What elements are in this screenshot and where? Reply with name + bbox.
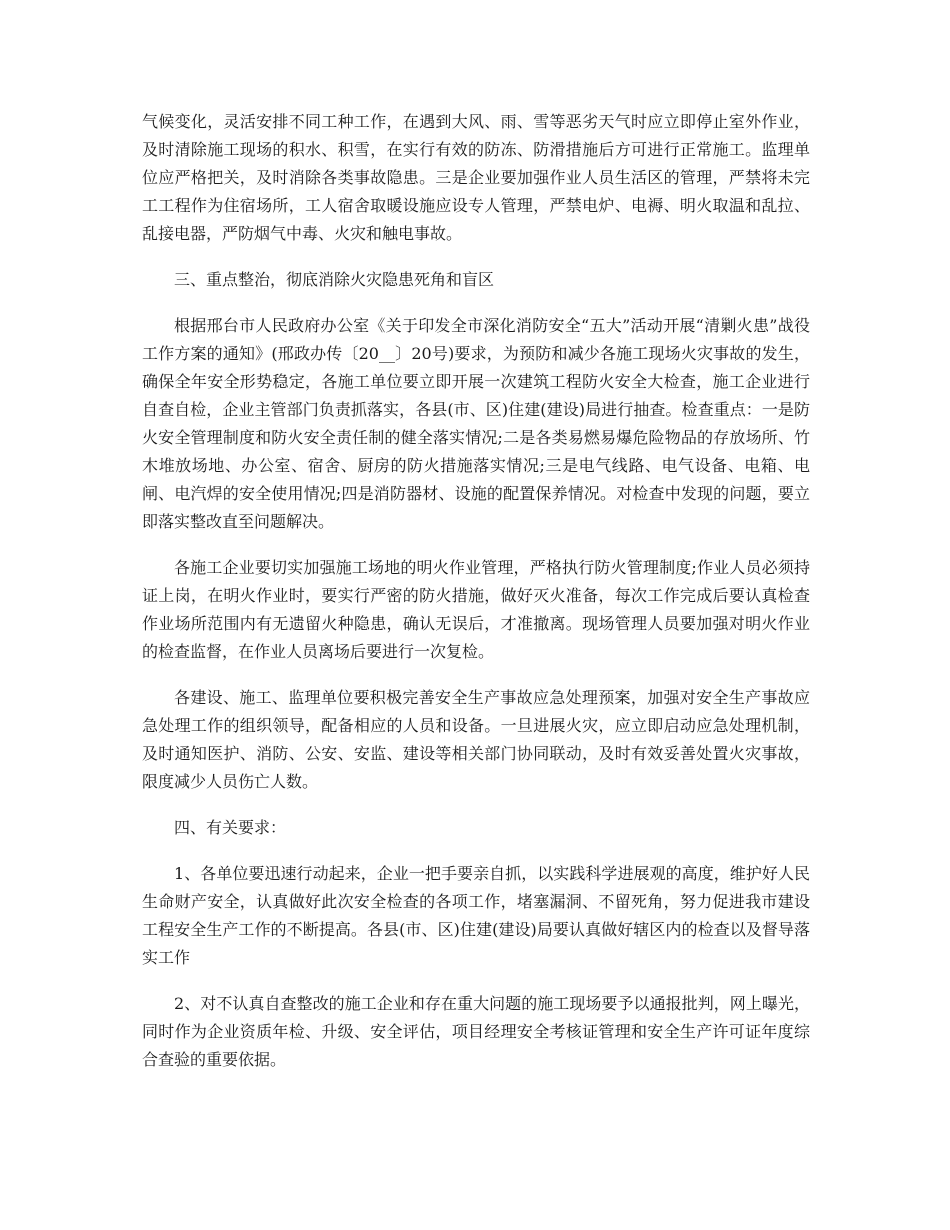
- paragraph-fire-inspection: 根据邢台市人民政府办公室《关于印发全市深化消防安全“五大”活动开展“清剿火患”战役工作方案的通知》(邢政办传〔20__〕20号)要求，为预防和减少各施工现场火灾事故的发生，确保全年安全形势稳定，各施工单位要立即开展一次建筑工程防火安全大检查，施工企业进行自查自检，企业主管部门负责抓落实，各县(市、区)住建(建设)局进行抽查。检查重点：一是防火安全管理制度和防火安全责任制的健全落实情况;二是各类易燃易爆危险物品的存放场所、竹木堆放场地、办公室、宿舍、厨房的防火措施落实情况;三是电气线路、电气设备、电箱、电闸、电汽焊的安全使用情况;四是消防器材、设施的配置保养情况。对检查中发现的问题，要立即落实整改直至问题解决。: [142, 316, 810, 531]
- section-heading-4: 四、有关要求：: [174, 818, 287, 837]
- paragraph-weather-safety: 气候变化，灵活安排不同工种工作，在遇到大风、雨、雪等恶劣天气时应立即停止室外作业，及时清除施工现场的积水、积雪，在实行有效的防冻、防滑措施后方可进行正常施工。监理单位应严格把关，及时消除各类事故隐患。三是企业要加强作业人员生活区的管理，严禁将未完工工程作为住宿场所，工人宿舍取暖设施应设专人管理，严禁电炉、电褥、明火取温和乱拉、乱接电器，严防烟气中毒、火灾和触电事故。: [142, 112, 810, 243]
- section-heading-3: 三、重点整治，彻底消除火灾隐患死角和盲区: [174, 270, 495, 289]
- paragraph-emergency-plan: 各建设、施工、监理单位要积极完善安全生产事故应急处理预案，加强对安全生产事故应急处理工作的组织领导，配备相应的人员和设备。一旦进展火灾，应立即启动应急处理机制，及时通知医护、消防、公安、安监、建设等相关部门协同联动，及时有效妥善处置火灾事故，限度减少人员伤亡人数。: [142, 688, 810, 791]
- requirement-item-2: 2、对不认真自查整改的施工企业和存在重大问题的施工现场要予以通报批判，网上曝光，同时作为企业资质年检、升级、安全评估，项目经理安全考核证管理和安全生产许可证年度综合查验的重要依据。: [142, 994, 810, 1069]
- document-body: [142, 108, 810, 1092]
- paragraph-open-flame-management: 各施工企业要切实加强施工场地的明火作业管理，严格执行防火管理制度;作业人员必须持证上岗，在明火作业时，要实行严密的防火措施，做好灭火准备，每次工作完成后要认真检查作业场所范围内有无遗留火种隐患，确认无误后，才准撤离。现场管理人员要加强对明火作业的检查监督，在作业人员离场后要进行一次复检。: [142, 558, 810, 661]
- requirement-item-1: 1、各单位要迅速行动起来，企业一把手要亲自抓，以实践科学进展观的高度，维护好人民生命财产安全，认真做好此次安全检查的各项工作，堵塞漏洞、不留死角，努力促进我市建设工程安全生产工作的不断提高。各县(市、区)住建(建设)局要认真做好辖区内的检查以及督导落实工作: [142, 864, 810, 967]
